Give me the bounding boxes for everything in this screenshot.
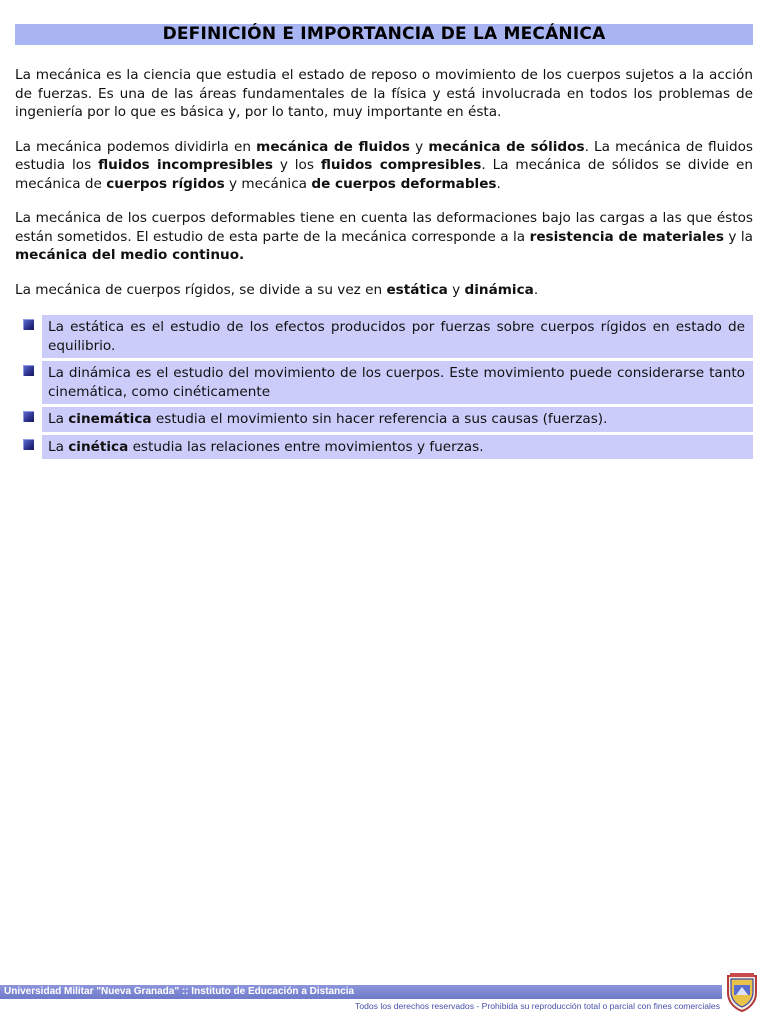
- term-incompressible-fluids: fluidos incompresibles: [98, 157, 273, 173]
- footer-rights: Todos los derechos reservados - Prohibida su reproducción total o parcial con fines comerciales: [355, 1001, 720, 1011]
- text-segment: y: [410, 138, 429, 155]
- term-rigid-bodies: cuerpos rígidos: [106, 175, 225, 192]
- text-segment: . La mecánica de fluidos estudia los: [15, 138, 753, 173]
- term-continuum-mechanics: mecánica del medio continuo.: [15, 247, 245, 263]
- footer-institution: Universidad Militar "Nueva Granada" :: Instituto de Educación a Distancia: [0, 985, 722, 999]
- term-deformable-bodies: de cuerpos deformables: [311, 175, 497, 192]
- list-item: [15, 407, 753, 432]
- bullet-text: [42, 435, 753, 460]
- paragraph-rigid-bodies: [15, 281, 753, 300]
- term-statics: estática: [386, 281, 448, 298]
- university-shield-logo: [724, 971, 760, 1013]
- square-bullet-icon: [23, 439, 34, 450]
- paragraph-definition: [15, 66, 753, 122]
- square-bullet-icon: [23, 319, 34, 330]
- term-kinetics: cinética: [68, 438, 129, 455]
- term-solid-mechanics: mecánica de sólidos: [428, 138, 585, 155]
- bullet-text: La estática es el estudio de los efectos producidos por fuerzas sobre cuerpos rígidos en estado de equilibrio.: [42, 315, 753, 358]
- list-item: [15, 315, 753, 358]
- list-item: [15, 361, 753, 404]
- term-kinematics: cinemática: [68, 411, 152, 427]
- main-content: [15, 66, 753, 462]
- paragraph-deformable-bodies: [15, 209, 753, 265]
- paragraph-text: La mecánica es la ciencia que estudia el estado de reposo o movimiento de los cuerpos sujetos a la acción de fuerzas. Es una de las áreas fundamentales de la física y está involucrada en todos los problemas de ingeniería por lo que es básica y, por lo tanto, muy importante en ésta.: [15, 67, 753, 120]
- bullet-text: [42, 407, 753, 432]
- text-segment: .: [496, 175, 501, 192]
- text-segment: La mecánica podemos dividirla en: [15, 138, 257, 155]
- text-segment: y mecánica: [224, 175, 312, 192]
- bullet-list: [15, 315, 753, 459]
- square-bullet-icon: [23, 365, 34, 376]
- text-segment: .: [533, 281, 539, 298]
- paragraph-divisions: [15, 138, 753, 194]
- page-footer: [0, 985, 768, 1024]
- term-compressible-fluids: fluidos compresibles: [320, 157, 482, 173]
- term-strength-of-materials: resistencia de materiales: [529, 228, 724, 245]
- page-title: DEFINICIÓN E IMPORTANCIA DE LA MECÁNICA: [15, 24, 753, 45]
- list-item: [15, 435, 753, 460]
- text-segment: La: [48, 411, 69, 427]
- text-segment: estudia las relaciones entre movimientos y fuerzas.: [128, 438, 484, 455]
- bullet-text: La dinámica es el estudio del movimiento de los cuerpos. Este movimiento puede considerarse tanto cinemática, como cinéticamente: [42, 361, 753, 404]
- text-segment: y la: [723, 228, 754, 245]
- term-fluid-mechanics: mecánica de fluidos: [256, 138, 411, 155]
- text-segment: La mecánica de cuerpos rígidos, se divide a su vez en: [15, 281, 387, 298]
- text-segment: La mecánica de los cuerpos deformables tiene en cuenta las deformaciones bajo las cargas a las que éstos están sometidos. El estudio de esta parte de la mecánica corresponde a la: [15, 210, 753, 245]
- text-segment: La: [48, 438, 69, 455]
- term-dynamics: dinámica: [464, 281, 534, 298]
- text-segment: y los: [272, 157, 321, 173]
- square-bullet-icon: [23, 411, 34, 422]
- text-segment: . La mecánica de sólidos se divide en mecánica de: [15, 157, 753, 192]
- text-segment: estudia el movimiento sin hacer referencia a sus causas (fuerzas).: [151, 411, 608, 427]
- text-segment: y: [447, 281, 465, 298]
